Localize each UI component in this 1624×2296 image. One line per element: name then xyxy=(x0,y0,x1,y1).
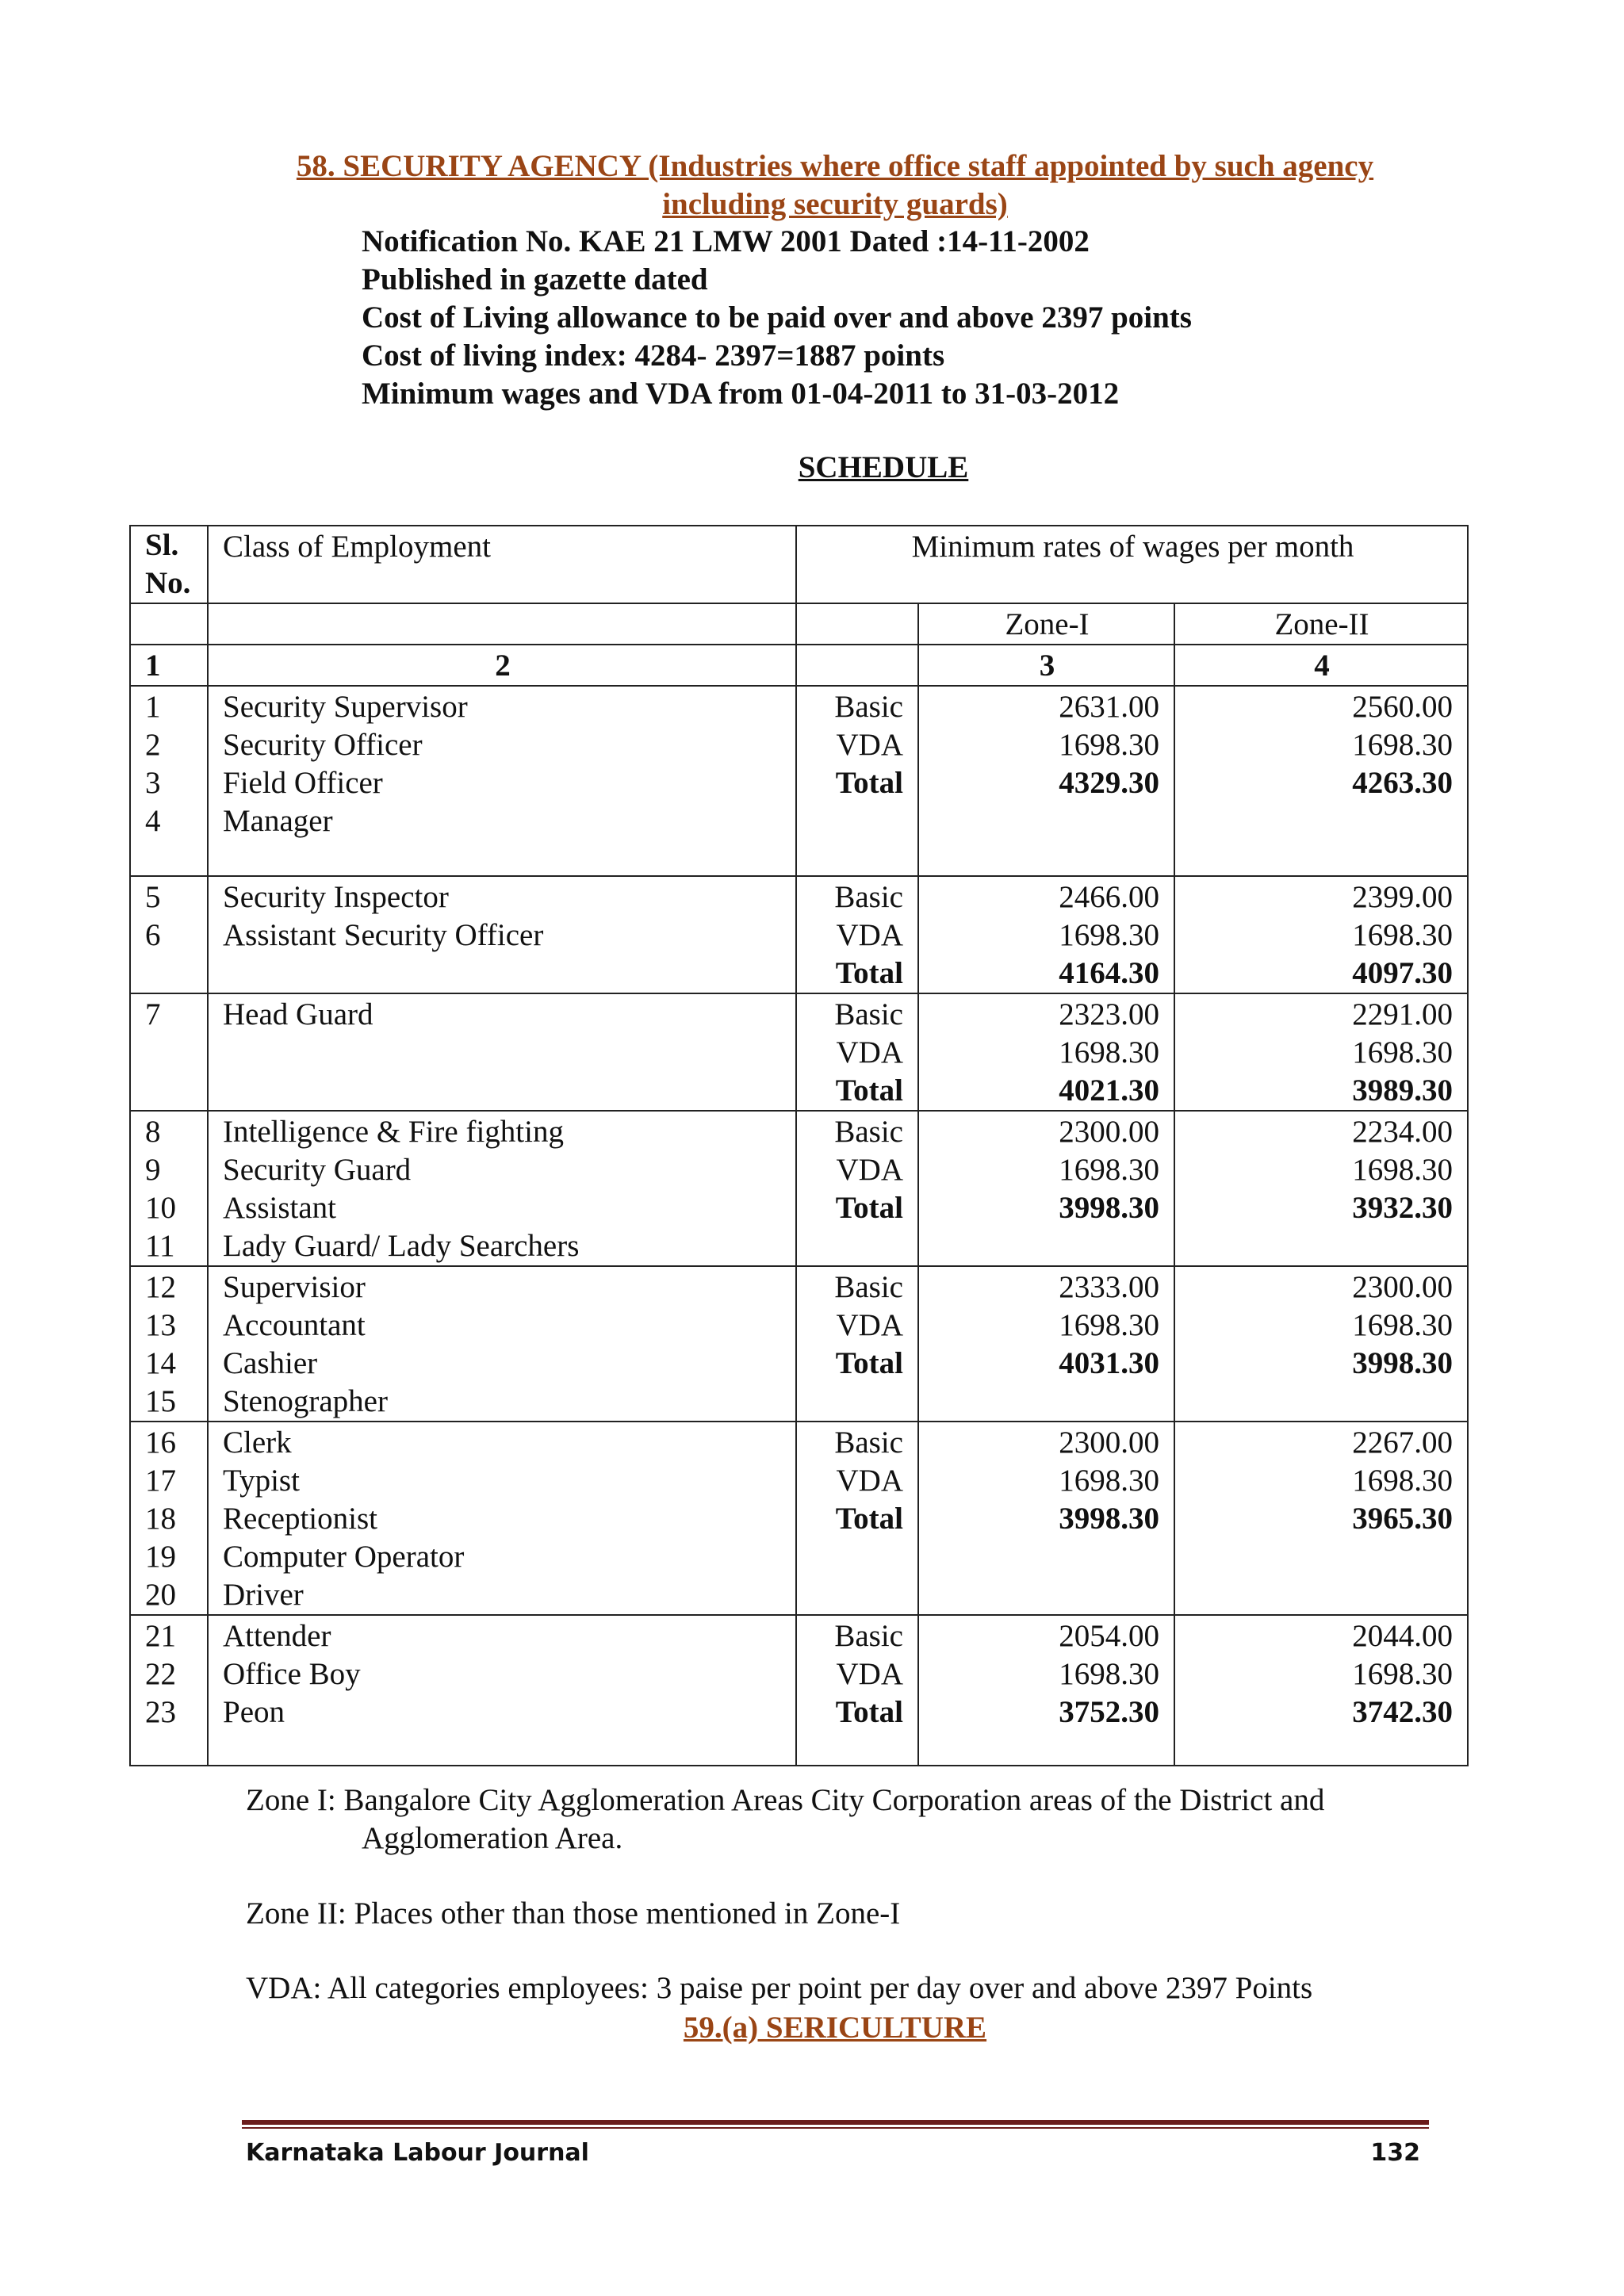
zone1-wage-cell-line: 2300.00 xyxy=(1059,1115,1159,1149)
wage-label-cell xyxy=(796,993,918,1111)
zone2-wage-cell xyxy=(1174,1615,1468,1766)
wage-label-cell-line: VDA xyxy=(836,918,903,952)
vda-note: VDA: All categories employees: 3 paise per point per day over and above 2397 Points xyxy=(246,1971,1313,2005)
sl-no-cell xyxy=(130,1266,208,1422)
zone1-wage-cell xyxy=(918,1422,1174,1615)
col-number-4: 4 xyxy=(1174,645,1468,686)
zone2-wage-cell-line: 2291.00 xyxy=(1352,997,1453,1031)
wage-label-cell xyxy=(796,1422,918,1615)
zone1-wage-cell-line: 3998.30 xyxy=(1059,1191,1159,1225)
wage-label-cell-line: VDA xyxy=(836,728,903,762)
wage-label-cell-line: Total xyxy=(835,766,903,800)
wage-group-row xyxy=(130,1422,1468,1615)
wage-group-row xyxy=(130,1615,1468,1766)
class-of-employment-cell-line: Security Officer xyxy=(223,728,423,762)
wage-label-cell-line: Total xyxy=(835,1346,903,1380)
zone1-wage-cell-line: 1698.30 xyxy=(1059,1657,1159,1691)
wage-label-cell-line: VDA xyxy=(836,1657,903,1691)
wage-label-cell-line: Basic xyxy=(834,690,903,724)
wage-label-cell xyxy=(796,876,918,993)
header-zone-2: Zone-II xyxy=(1174,603,1468,645)
zone1-wage-cell-line: 2323.00 xyxy=(1059,997,1159,1031)
class-of-employment-cell xyxy=(208,876,796,993)
class-of-employment-cell-line: Clerk xyxy=(223,1425,292,1460)
wage-group-row xyxy=(130,993,1468,1111)
zone1-note-line2: Agglomeration Area. xyxy=(362,1821,623,1855)
page-number: 132 xyxy=(1370,2139,1420,2167)
zone1-wage-cell-line: 2333.00 xyxy=(1059,1270,1159,1304)
zone1-wage-cell-line: 1698.30 xyxy=(1059,1308,1159,1342)
sl-no-cell-line: 10 xyxy=(145,1191,176,1225)
empty-cell xyxy=(130,603,208,645)
sl-no-cell-line: 5 xyxy=(145,880,161,914)
sl-no-cell-line: 17 xyxy=(145,1464,176,1498)
zone1-wage-cell xyxy=(918,1615,1174,1766)
class-of-employment-cell-line: Security Inspector xyxy=(223,880,449,914)
zone2-wage-cell-line: 2234.00 xyxy=(1352,1115,1453,1149)
class-of-employment-cell-line: Typist xyxy=(223,1464,300,1498)
zone2-wage-cell-line: 3965.30 xyxy=(1352,1502,1453,1536)
wage-label-cell-line: VDA xyxy=(836,1153,903,1187)
class-of-employment-cell-line: Manager xyxy=(223,804,333,838)
cost-of-living-index: Cost of living index: 4284- 2397=1887 points xyxy=(362,339,945,373)
class-of-employment-cell xyxy=(208,993,796,1111)
table-header-row xyxy=(130,526,1468,603)
zone2-wage-cell-line: 1698.30 xyxy=(1352,1308,1453,1342)
zone2-note: Zone II: Places other than those mentioned in Zone-I xyxy=(246,1896,901,1931)
zone2-wage-cell xyxy=(1174,1266,1468,1422)
zone2-wage-cell-line: 1698.30 xyxy=(1352,1657,1453,1691)
zone2-wage-cell-line: 1698.30 xyxy=(1352,728,1453,762)
zone2-wage-cell-line: 2267.00 xyxy=(1352,1425,1453,1460)
wage-group-row xyxy=(130,1266,1468,1422)
zone1-wage-cell-line: 4031.30 xyxy=(1059,1346,1159,1380)
zone2-wage-cell-line: 2560.00 xyxy=(1352,690,1453,724)
class-of-employment-cell-line: Cashier xyxy=(223,1346,318,1380)
wages-period: Minimum wages and VDA from 01-04-2011 to 31-03-2012 xyxy=(362,377,1120,411)
zone1-wage-cell xyxy=(918,876,1174,993)
zone2-wage-cell-line: 2300.00 xyxy=(1352,1270,1453,1304)
class-of-employment-cell-line: Peon xyxy=(223,1695,285,1729)
section-heading xyxy=(0,147,1624,224)
zone1-wage-cell xyxy=(918,1111,1174,1266)
footer-rule xyxy=(242,2120,1429,2125)
wage-schedule-table xyxy=(129,525,1469,1766)
sl-no-cell-line: 8 xyxy=(145,1115,161,1149)
sl-no-cell-line: 6 xyxy=(145,918,161,952)
sl-no-cell-line: 12 xyxy=(145,1270,176,1304)
sl-no-cell-line: 23 xyxy=(145,1695,176,1729)
sl-no-cell xyxy=(130,686,208,876)
zone1-note xyxy=(246,1781,1324,1858)
notification-details xyxy=(362,223,1192,413)
cola-threshold: Cost of Living allowance to be paid over and above 2397 points xyxy=(362,300,1192,335)
wage-label-cell xyxy=(796,1266,918,1422)
wage-label-cell-line: VDA xyxy=(836,1035,903,1070)
class-of-employment-cell-line: Lady Guard/ Lady Searchers xyxy=(223,1229,580,1263)
zone2-wage-cell-line: 3932.30 xyxy=(1352,1191,1453,1225)
class-of-employment-cell xyxy=(208,1615,796,1766)
zone2-wage-cell xyxy=(1174,686,1468,876)
sl-no-cell-line: 2 xyxy=(145,728,161,762)
wage-group-row xyxy=(130,876,1468,993)
sl-no-cell-line: 16 xyxy=(145,1425,176,1460)
zone2-wage-cell xyxy=(1174,993,1468,1111)
footer-rule-thin xyxy=(242,2127,1429,2129)
zone1-wage-cell-line: 4329.30 xyxy=(1059,766,1159,800)
class-of-employment-cell-line: Field Officer xyxy=(223,766,383,800)
zone2-wage-cell-line: 1698.30 xyxy=(1352,918,1453,952)
header-class-of-employment: Class of Employment xyxy=(208,526,796,603)
sl-no-cell-line: 18 xyxy=(145,1502,176,1536)
class-of-employment-cell-line: Security Guard xyxy=(223,1153,412,1187)
section-heading-line2: including security guards) xyxy=(662,187,1008,221)
wage-label-cell-line: Basic xyxy=(834,997,903,1031)
next-section-heading: 59.(a) SERICULTURE xyxy=(683,2011,987,2045)
sl-no-cell-line: 3 xyxy=(145,766,161,800)
wage-label-cell-line: Basic xyxy=(834,1425,903,1460)
journal-name: Karnataka Labour Journal xyxy=(246,2139,589,2167)
zone1-wage-cell-line: 2631.00 xyxy=(1059,690,1159,724)
wage-group-row xyxy=(130,1111,1468,1266)
wage-label-cell-line: Basic xyxy=(834,1115,903,1149)
wage-label-cell-line: Basic xyxy=(834,880,903,914)
class-of-employment-cell-line: Supervisior xyxy=(223,1270,366,1304)
header-sl-no: Sl. No. xyxy=(130,526,208,603)
col-number-2: 2 xyxy=(208,645,796,686)
wage-label-cell-line: VDA xyxy=(836,1464,903,1498)
zone1-wage-cell-line: 1698.30 xyxy=(1059,1153,1159,1187)
section-heading-line1: 58. SECURITY AGENCY (Industries where office staff appointed by such agency xyxy=(296,149,1374,183)
class-of-employment-cell xyxy=(208,1266,796,1422)
wage-label-cell-line: Total xyxy=(835,1191,903,1225)
zone2-wage-cell-line: 2044.00 xyxy=(1352,1619,1453,1653)
empty-cell xyxy=(796,645,918,686)
sl-no-cell xyxy=(130,876,208,993)
zone2-wage-cell-line: 4263.30 xyxy=(1352,766,1453,800)
zone-header-row xyxy=(130,603,1468,645)
zone1-wage-cell-line: 3752.30 xyxy=(1059,1695,1159,1729)
gazette-published: Published in gazette dated xyxy=(362,262,708,297)
class-of-employment-cell-line: Assistant xyxy=(223,1191,337,1225)
sl-no-cell xyxy=(130,1111,208,1266)
class-of-employment-cell xyxy=(208,686,796,876)
class-of-employment-cell xyxy=(208,1111,796,1266)
wage-label-cell-line: Basic xyxy=(834,1619,903,1653)
sl-no-cell-line: 21 xyxy=(145,1619,176,1653)
wage-label-cell-line: Total xyxy=(835,1073,903,1108)
empty-cell xyxy=(796,603,918,645)
sl-no-cell-line: 22 xyxy=(145,1657,176,1691)
col-number-1: 1 xyxy=(130,645,208,686)
zone2-wage-cell-line: 3998.30 xyxy=(1352,1346,1453,1380)
zone1-wage-cell-line: 1698.30 xyxy=(1059,1464,1159,1498)
class-of-employment-cell-line: Receptionist xyxy=(223,1502,377,1536)
sl-no-cell-line: 4 xyxy=(145,804,161,838)
sl-no-cell-line: 11 xyxy=(145,1229,175,1263)
wage-label-cell-line: Basic xyxy=(834,1270,903,1304)
zone1-wage-cell-line: 4021.30 xyxy=(1059,1073,1159,1108)
sl-no-cell-line: 13 xyxy=(145,1308,176,1342)
column-number-row xyxy=(130,645,1468,686)
zone1-wage-cell xyxy=(918,993,1174,1111)
class-of-employment-cell-line: Intelligence & Fire fighting xyxy=(223,1115,564,1149)
sl-no-cell xyxy=(130,1422,208,1615)
class-of-employment-cell xyxy=(208,1422,796,1615)
wage-label-cell-line: Total xyxy=(835,956,903,990)
notification-number: Notification No. KAE 21 LMW 2001 Dated :14-11-2002 xyxy=(362,224,1090,258)
sl-no-cell-line: 9 xyxy=(145,1153,161,1187)
class-of-employment-cell-line: Accountant xyxy=(223,1308,366,1342)
zone2-wage-cell-line: 3989.30 xyxy=(1352,1073,1453,1108)
wage-label-cell-line: VDA xyxy=(836,1308,903,1342)
zone2-wage-cell xyxy=(1174,876,1468,993)
class-of-employment-cell-line: Office Boy xyxy=(223,1657,361,1691)
header-zone-1: Zone-I xyxy=(918,603,1174,645)
sl-no-cell-line: 20 xyxy=(145,1578,176,1612)
sl-no-cell xyxy=(130,1615,208,1766)
class-of-employment-cell-line: Assistant Security Officer xyxy=(223,918,544,952)
zone2-wage-cell-line: 4097.30 xyxy=(1352,956,1453,990)
wage-label-cell-line: Total xyxy=(835,1502,903,1536)
zone1-wage-cell-line: 2466.00 xyxy=(1059,880,1159,914)
empty-cell xyxy=(208,603,796,645)
zone1-wage-cell-line: 2054.00 xyxy=(1059,1619,1159,1653)
zone2-wage-cell-line: 1698.30 xyxy=(1352,1464,1453,1498)
zone1-wage-cell-line: 4164.30 xyxy=(1059,956,1159,990)
zone2-wage-cell-line: 3742.30 xyxy=(1352,1695,1453,1729)
wage-label-cell-line: Total xyxy=(835,1695,903,1729)
wage-label-cell xyxy=(796,1111,918,1266)
sl-no-cell-line: 19 xyxy=(145,1540,176,1574)
zone1-wage-cell-line: 2300.00 xyxy=(1059,1425,1159,1460)
wage-label-cell xyxy=(796,686,918,876)
sl-no-cell-line: 1 xyxy=(145,690,161,724)
zone1-wage-cell-line: 3998.30 xyxy=(1059,1502,1159,1536)
sl-no-cell xyxy=(130,993,208,1111)
wage-label-cell xyxy=(796,1615,918,1766)
zone2-wage-cell xyxy=(1174,1422,1468,1615)
class-of-employment-cell-line: Stenographer xyxy=(223,1384,388,1418)
schedule-title: SCHEDULE xyxy=(798,450,969,484)
class-of-employment-cell-line: Attender xyxy=(223,1619,331,1653)
class-of-employment-cell-line: Security Supervisor xyxy=(223,690,468,724)
class-of-employment-cell-line: Head Guard xyxy=(223,997,373,1031)
sl-no-cell-line: 14 xyxy=(145,1346,176,1380)
class-of-employment-cell-line: Computer Operator xyxy=(223,1540,465,1574)
zone2-wage-cell-line: 1698.30 xyxy=(1352,1035,1453,1070)
class-of-employment-cell-line: Driver xyxy=(223,1578,304,1612)
zone1-wage-cell-line: 1698.30 xyxy=(1059,728,1159,762)
zone1-wage-cell xyxy=(918,1266,1174,1422)
wage-group-row xyxy=(130,686,1468,876)
zone2-wage-cell xyxy=(1174,1111,1468,1266)
zone1-wage-cell xyxy=(918,686,1174,876)
sl-no-cell-line: 7 xyxy=(145,997,161,1031)
zone1-wage-cell-line: 1698.30 xyxy=(1059,918,1159,952)
zone1-wage-cell-line: 1698.30 xyxy=(1059,1035,1159,1070)
zone2-wage-cell-line: 2399.00 xyxy=(1352,880,1453,914)
zone1-note-line1: Zone I: Bangalore City Agglomeration Areas City Corporation areas of the District and xyxy=(246,1783,1325,1817)
header-minimum-rates: Minimum rates of wages per month xyxy=(796,526,1468,603)
zone2-wage-cell-line: 1698.30 xyxy=(1352,1153,1453,1187)
sl-no-cell-line: 15 xyxy=(145,1384,176,1418)
col-number-3: 3 xyxy=(918,645,1174,686)
